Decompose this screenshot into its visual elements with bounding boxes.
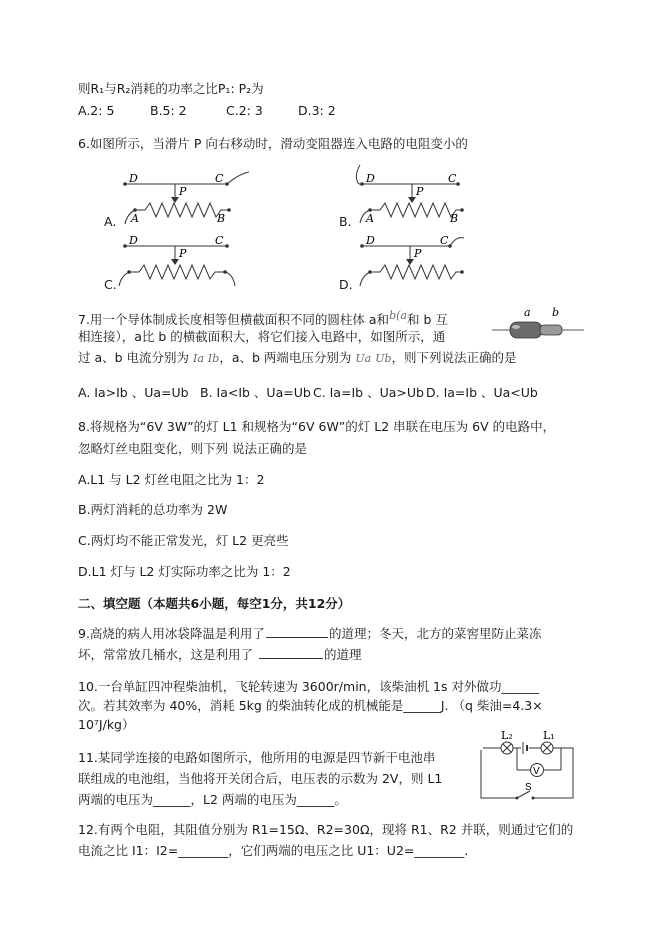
q11-label-s: S <box>525 782 532 793</box>
q9-blank-2[interactable] <box>259 646 323 659</box>
q6-label-c: C. <box>104 277 117 292</box>
term-d: D <box>129 172 138 185</box>
term-c: C <box>448 172 457 185</box>
term-p: P <box>179 247 187 260</box>
q8-option-b: B.两灯消耗的总功率为 2W <box>78 502 228 517</box>
q11-line2: 联组成的电池组，当他将开关闭合后，电压表的示数为 2V，则 L1 <box>78 771 443 786</box>
q12-line1: 12.有两个电阻，其阻值分别为 R1=15Ω、R2=30Ω，现将 R1、R2 并联，则通过它们的 <box>78 822 574 837</box>
q7-symbol-ua: Ua <box>355 352 372 365</box>
q6-figure-c <box>115 232 265 292</box>
q9-line1-a: 9.高烧的病人用冰袋降温是利用了 <box>78 626 265 641</box>
q10-line2: 次。若其效率为 40%，消耗 5kg 的柴油转化成的机械能是______J. （q 柴油=4.3× <box>78 698 543 713</box>
q9-blank-1[interactable] <box>266 625 328 638</box>
q8-option-a: A.L1 与 L2 灯丝电阻之比为 1：2 <box>78 472 265 487</box>
q7-symbol-b: b(a <box>389 309 407 322</box>
q9-line2-a: 坏，常常放几桶水，这是利用了 <box>78 647 254 662</box>
q8-line2: 忽略灯丝电阻变化，则下列 说法正确的是 <box>78 441 307 456</box>
q8-option-c: C.两灯均不能正常发光，灯 L2 更亮些 <box>78 533 289 548</box>
term-d: D <box>129 234 138 247</box>
q7-fig-label-a: a <box>524 306 531 319</box>
q7-option-a: A. Ia>Ib 、Ua=Ub <box>78 385 189 400</box>
term-c: C <box>215 234 224 247</box>
q7-line1-text: 7.用一个导体制成长度相等但横截面积不同的圆柱体 a和 <box>78 312 390 328</box>
q9-line1 <box>78 625 541 642</box>
q5-option-a: A.2: 5 <box>78 103 115 118</box>
q9-line2-b: 的道理 <box>324 647 362 662</box>
q12-line2: 电流之比 I1：I2=________，它们两端的电压之比 U1：U2=________. <box>78 843 469 858</box>
term-a: A <box>366 212 374 225</box>
q11-label-l2: L₂ <box>501 729 513 742</box>
q7-line2: 相连接），a比 b 的横截面积大，将它们接入电路中，如图所示，通 <box>78 329 446 344</box>
q6-label-b: B. <box>339 214 352 229</box>
q7-line3-a: 过 a、b 电流分别为 <box>78 350 190 365</box>
q10-line3: 10⁷J/kg） <box>78 717 135 732</box>
q11-line1: 11.某同学连接的电路如图所示，他所用的电源是四节新干电池串 <box>78 750 436 765</box>
q7-option-d: D. Ia=Ib 、Ua<Ub <box>426 385 538 400</box>
term-b: B <box>450 212 459 225</box>
term-d: D <box>366 234 375 247</box>
q7-symbol-ib: Ib <box>207 352 220 365</box>
q11-circuit-figure <box>477 729 581 804</box>
q8-option-d: D.L1 灯与 L2 灯实际功率之比为 1：2 <box>78 564 291 579</box>
q7-symbol-ub: Ub <box>375 352 392 365</box>
q7-option-c: C. Ia=Ib 、Ua>Ub <box>313 385 424 400</box>
term-d: D <box>366 172 375 185</box>
q9-line1-b: 的道理；冬天，北方的菜窖里防止菜冻 <box>328 626 542 641</box>
q7-fig-label-b: b <box>552 306 560 319</box>
term-c: C <box>440 234 449 247</box>
q7-conductor-figure <box>492 308 588 344</box>
q6-label-d: D. <box>339 277 353 292</box>
q8-line1: 8.将规格为“6V 3W”的灯 L1 和规格为“6V 6W”的灯 L2 串联在电压为 6V 的电路中， <box>78 419 556 434</box>
q7-line3-c: ，则下列说法正确的是 <box>391 350 517 365</box>
term-p: P <box>416 185 424 198</box>
q7-line3-b: ，a、b 两端电压分别为 <box>219 350 352 365</box>
term-p: P <box>179 185 187 198</box>
q7-line3 <box>78 350 517 367</box>
q7-symbol-ia: Ia <box>193 352 204 365</box>
q6-figure-d <box>350 232 500 292</box>
q6-figure-a <box>115 170 255 230</box>
q5-option-c: C.2: 3 <box>226 103 263 118</box>
q11-line3: 两端的电压为______，L2 两端的电压为______。 <box>78 792 347 807</box>
q5-option-d: D.3: 2 <box>298 103 336 118</box>
q5-stem-line: 则R₁与R₂消耗的功率之比P₁: P₂为 <box>78 81 264 96</box>
q6-figure-b <box>350 165 490 225</box>
term-c: C <box>215 172 224 185</box>
q6-label-a: A. <box>104 214 117 229</box>
q7-option-b: B. Ia<Ib 、Ua=Ub <box>200 385 311 400</box>
q5-option-b: B.5: 2 <box>150 103 187 118</box>
q7-line1-tail: 和 b 互 <box>406 312 448 328</box>
q11-label-v: V <box>533 766 540 777</box>
q7-line1 <box>78 308 448 328</box>
term-p: P <box>414 247 422 260</box>
q11-label-l1: L₁ <box>543 729 555 742</box>
q6-stem: 6.如图所示，当滑片 P 向右移动时，滑动变阻器连入电路的电阻变小的 <box>78 136 468 151</box>
term-b: B <box>217 212 226 225</box>
q9-line2 <box>78 646 362 663</box>
section-heading: 二、填空题（本题共6小题，每空1分，共12分） <box>78 596 351 611</box>
q10-line1: 10.一台单缸四冲程柴油机，飞轮转速为 3600r/min，该柴油机 1s 对外做功______ <box>78 679 539 694</box>
term-a: A <box>131 212 139 225</box>
